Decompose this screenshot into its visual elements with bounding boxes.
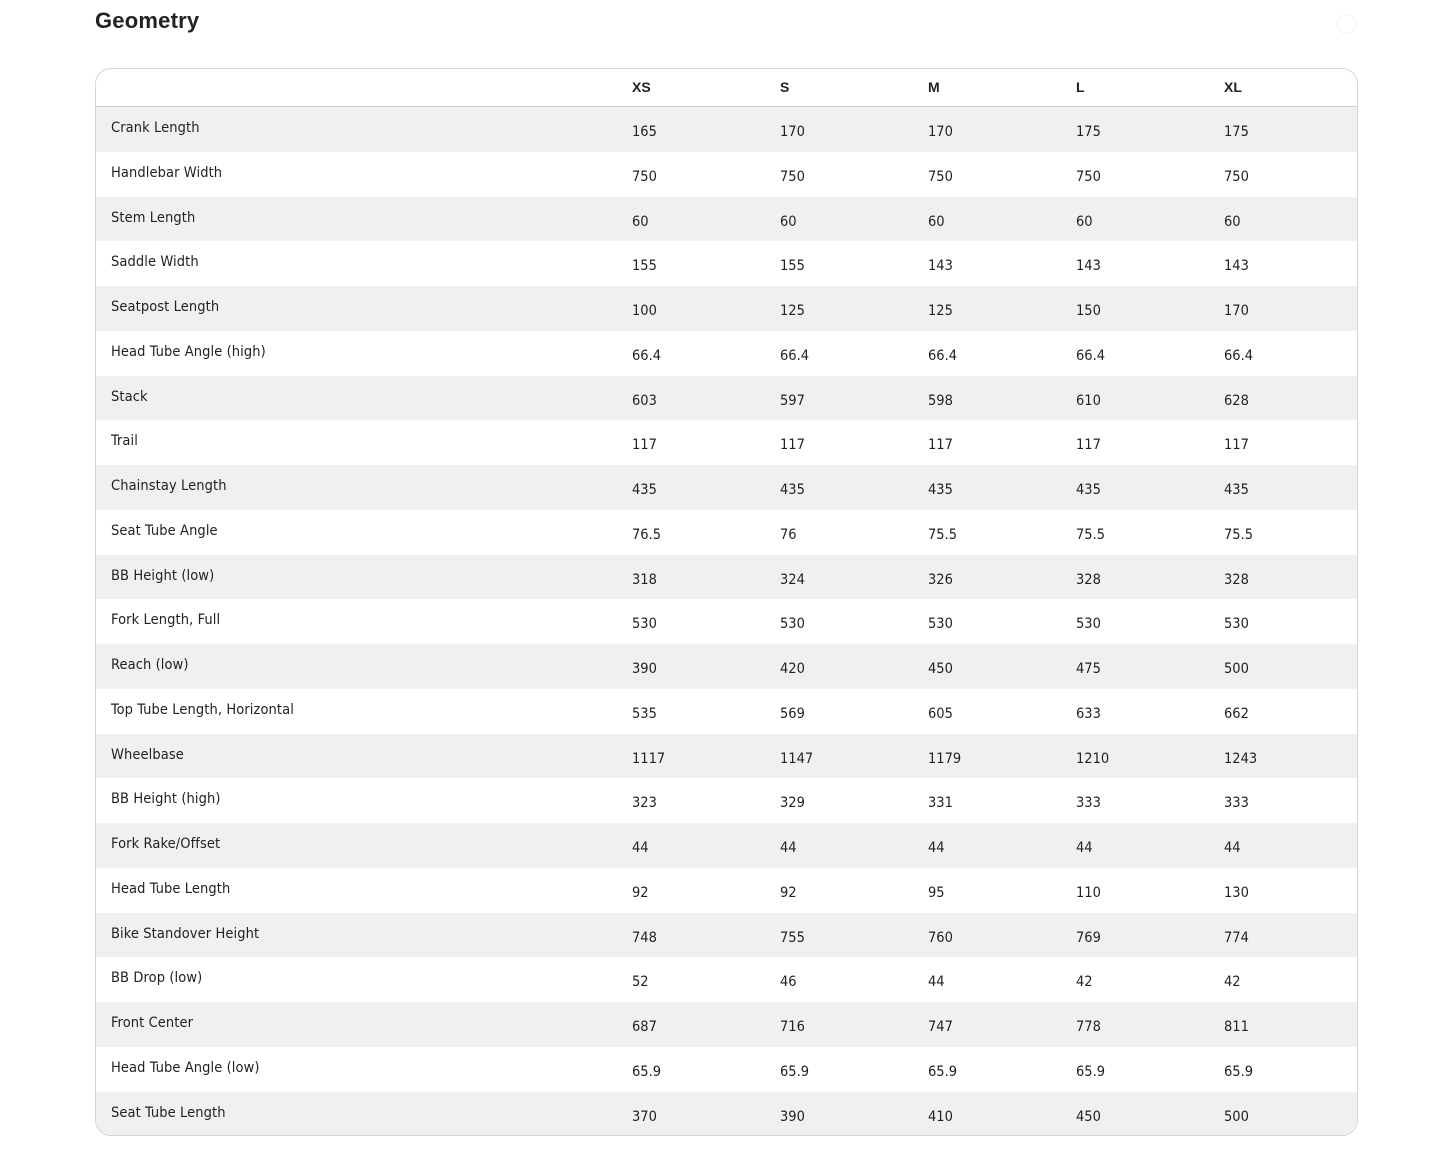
cell-xs: 370: [632, 1108, 657, 1125]
table-row: [96, 465, 1357, 510]
cell-m: 331: [928, 795, 953, 812]
cell-xl: 170: [1224, 303, 1249, 319]
cell-xl: 65.9: [1224, 1063, 1254, 1080]
cell-s: 117: [780, 437, 805, 454]
cell-m: 117: [928, 437, 953, 454]
cell-xs: 390: [632, 661, 657, 677]
cell-l: 65.9: [1076, 1063, 1106, 1080]
row-label: Top Tube Length, Horizontal: [111, 701, 294, 718]
row-label: Saddle Width: [111, 254, 199, 271]
cell-xl: 60: [1224, 213, 1241, 230]
row-label: Handlebar Width: [111, 164, 223, 181]
table-row: [96, 286, 1357, 331]
cell-s: 46: [780, 974, 797, 991]
cell-l: 610: [1076, 392, 1101, 409]
table-row: [96, 555, 1357, 600]
cell-m: 125: [928, 303, 953, 319]
row-label: Front Center: [111, 1015, 194, 1031]
cell-xl: 66.4: [1224, 347, 1254, 364]
cell-xl: 811: [1224, 1019, 1249, 1035]
cell-s: 92: [780, 884, 797, 901]
column-header-l: L: [1076, 79, 1085, 95]
cell-m: 66.4: [928, 347, 958, 364]
cell-s: 44: [780, 840, 797, 856]
table-row: [96, 913, 1357, 958]
table-row: [96, 734, 1357, 779]
cell-s: 1147: [780, 750, 814, 767]
table-row: [96, 599, 1357, 644]
row-label: BB Drop (low): [111, 970, 203, 987]
table-row: [96, 107, 1357, 152]
cell-xl: 1243: [1224, 750, 1258, 767]
cell-s: 755: [780, 929, 805, 946]
row-label: BB Height (low): [111, 567, 215, 584]
cell-l: 633: [1076, 705, 1101, 722]
cell-m: 435: [928, 482, 953, 498]
cell-xs: 435: [632, 482, 657, 498]
cell-l: 117: [1076, 437, 1101, 454]
row-label: Wheelbase: [111, 746, 184, 763]
table-row: [96, 1047, 1357, 1092]
cell-xl: 500: [1224, 1108, 1249, 1125]
cell-xl: 628: [1224, 392, 1249, 409]
cell-s: 390: [780, 1108, 805, 1125]
cell-l: 175: [1076, 124, 1101, 140]
cell-xl: 500: [1224, 661, 1249, 677]
cell-s: 597: [780, 392, 805, 409]
cell-xl: 42: [1224, 974, 1241, 991]
cell-xs: 117: [632, 437, 657, 454]
cell-m: 530: [928, 616, 953, 633]
table-row: [96, 197, 1357, 242]
cell-xl: 750: [1224, 168, 1249, 185]
cell-s: 569: [780, 705, 805, 722]
cell-s: 125: [780, 303, 805, 319]
table-row: [96, 957, 1357, 1002]
cell-l: 60: [1076, 213, 1093, 230]
row-label: Fork Rake/Offset: [111, 836, 221, 852]
table-row: [96, 689, 1357, 734]
cell-l: 435: [1076, 482, 1101, 498]
row-label: Head Tube Angle (low): [111, 1059, 260, 1076]
row-label: Reach (low): [111, 657, 189, 673]
cell-s: 420: [780, 661, 805, 677]
cell-m: 170: [928, 124, 953, 140]
cell-m: 450: [928, 661, 953, 677]
cell-l: 42: [1076, 974, 1093, 991]
row-label: Stem Length: [111, 209, 196, 226]
cell-xs: 748: [632, 929, 657, 946]
cell-l: 450: [1076, 1108, 1101, 1125]
cell-l: 328: [1076, 571, 1101, 588]
row-label: Chainstay Length: [111, 478, 227, 494]
cell-s: 65.9: [780, 1063, 810, 1080]
cell-xl: 143: [1224, 258, 1249, 275]
cell-m: 143: [928, 258, 953, 275]
cell-xs: 92: [632, 884, 649, 901]
cell-xs: 535: [632, 705, 657, 722]
faint-circle-icon: [1337, 14, 1357, 34]
cell-l: 530: [1076, 616, 1101, 633]
row-label: Fork Length, Full: [111, 612, 221, 629]
row-label: Bike Standover Height: [111, 925, 260, 942]
cell-xs: 323: [632, 795, 657, 812]
table-row: [96, 1002, 1357, 1047]
cell-xl: 117: [1224, 437, 1249, 454]
cell-m: 60: [928, 213, 945, 230]
cell-s: 435: [780, 482, 805, 498]
row-label: Seat Tube Length: [111, 1104, 226, 1121]
cell-s: 66.4: [780, 347, 810, 364]
cell-xs: 603: [632, 392, 657, 409]
cell-xl: 328: [1224, 571, 1249, 588]
cell-s: 716: [780, 1019, 805, 1035]
table-row: [96, 152, 1357, 197]
cell-s: 530: [780, 616, 805, 633]
row-label: Crank Length: [111, 120, 200, 136]
cell-s: 170: [780, 124, 805, 140]
cell-xs: 530: [632, 616, 657, 633]
cell-m: 44: [928, 974, 945, 991]
table-header-row: [96, 69, 1357, 107]
row-label: Head Tube Length: [111, 880, 231, 897]
table-row: [96, 823, 1357, 868]
cell-xs: 44: [632, 840, 649, 856]
row-label: Seat Tube Angle: [111, 522, 218, 539]
cell-xs: 52: [632, 974, 649, 991]
table-row: [96, 644, 1357, 689]
geometry-table: [95, 68, 1358, 1136]
cell-m: 747: [928, 1019, 953, 1035]
row-label: Trail: [111, 433, 138, 450]
cell-s: 76: [780, 526, 797, 543]
row-label: Seatpost Length: [111, 299, 220, 315]
cell-xl: 774: [1224, 929, 1249, 946]
cell-xl: 44: [1224, 840, 1241, 856]
cell-xs: 100: [632, 303, 657, 319]
row-label: Head Tube Angle (high): [111, 343, 266, 360]
cell-xl: 435: [1224, 482, 1249, 498]
cell-m: 75.5: [928, 526, 958, 543]
table-row: [96, 376, 1357, 421]
cell-s: 324: [780, 571, 805, 588]
table-row: [96, 420, 1357, 465]
cell-m: 326: [928, 571, 953, 588]
cell-l: 333: [1076, 795, 1101, 812]
cell-m: 1179: [928, 750, 962, 767]
cell-xs: 76.5: [632, 526, 662, 543]
cell-l: 769: [1076, 929, 1101, 946]
column-header-s: S: [780, 79, 790, 95]
cell-xs: 165: [632, 124, 657, 140]
row-label: Stack: [111, 388, 148, 405]
cell-m: 65.9: [928, 1063, 958, 1080]
cell-xl: 530: [1224, 616, 1249, 633]
cell-xs: 60: [632, 213, 649, 230]
table-row: [96, 778, 1357, 823]
cell-xs: 750: [632, 168, 657, 185]
cell-m: 760: [928, 929, 953, 946]
cell-xl: 333: [1224, 795, 1249, 812]
cell-l: 44: [1076, 840, 1093, 856]
table-row: [96, 510, 1357, 555]
cell-xl: 75.5: [1224, 526, 1254, 543]
column-header-m: M: [928, 79, 940, 95]
cell-xl: 662: [1224, 705, 1249, 722]
cell-xs: 155: [632, 258, 657, 275]
cell-m: 598: [928, 392, 953, 409]
cell-m: 95: [928, 884, 945, 901]
cell-xl: 130: [1224, 884, 1249, 901]
column-header-xs: XS: [632, 79, 651, 95]
table-row: [96, 868, 1357, 913]
row-label: BB Height (high): [111, 791, 221, 808]
column-header-xl: XL: [1224, 79, 1242, 95]
cell-l: 110: [1076, 884, 1101, 901]
cell-xl: 175: [1224, 124, 1249, 140]
cell-xs: 318: [632, 571, 657, 588]
cell-xs: 1117: [632, 750, 666, 767]
cell-xs: 66.4: [632, 347, 662, 364]
cell-s: 155: [780, 258, 805, 275]
cell-l: 1210: [1076, 750, 1110, 767]
cell-l: 475: [1076, 661, 1101, 677]
cell-s: 60: [780, 213, 797, 230]
cell-m: 410: [928, 1108, 953, 1125]
cell-s: 750: [780, 168, 805, 185]
table-row: [96, 331, 1357, 376]
cell-l: 750: [1076, 168, 1101, 185]
cell-l: 150: [1076, 303, 1101, 319]
table-body: [96, 107, 1357, 1136]
table-row: [96, 1092, 1357, 1137]
cell-m: 44: [928, 840, 945, 856]
cell-xs: 65.9: [632, 1063, 662, 1080]
cell-m: 750: [928, 168, 953, 185]
cell-s: 329: [780, 795, 805, 812]
section-title: Geometry: [95, 8, 200, 33]
cell-l: 143: [1076, 258, 1101, 275]
cell-l: 66.4: [1076, 347, 1106, 364]
table-row: [96, 241, 1357, 286]
cell-l: 778: [1076, 1019, 1101, 1035]
cell-l: 75.5: [1076, 526, 1106, 543]
cell-m: 605: [928, 705, 953, 722]
cell-xs: 687: [632, 1019, 657, 1035]
